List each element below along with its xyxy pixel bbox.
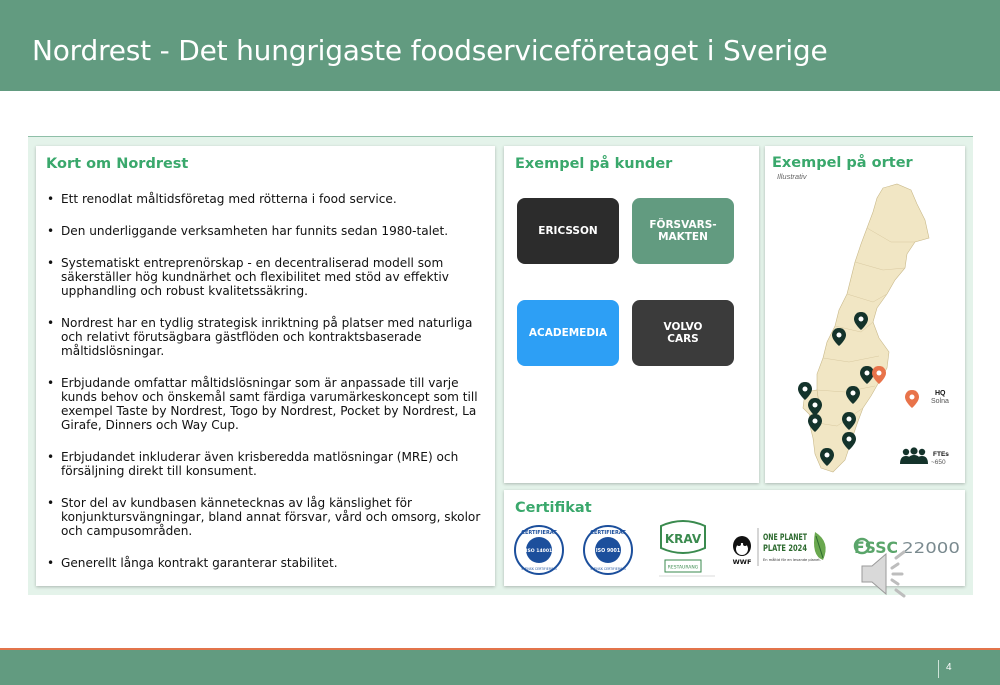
fssc-number: 22000: [902, 539, 960, 557]
places-panel: [765, 146, 965, 483]
customer-tile-forsvarsmakten: FÖRSVARS- MAKTEN: [632, 198, 734, 264]
certificates-title: Certifikat: [515, 500, 592, 516]
iso-9001-badge: [584, 526, 632, 574]
hq-label: HQ: [935, 390, 946, 397]
location-pin-icon: [820, 448, 834, 466]
iso-14001-badge: [515, 526, 563, 574]
iso-9001-top: CERTIFIERAT: [590, 530, 626, 536]
plate-line-2: PLATE 2024: [763, 544, 807, 554]
location-pin-icon: [808, 414, 822, 432]
bullet-item: • Erbjudande omfattar måltidslösningar som är anpassade till varje kunds behov och önskemål samt färdiga varumärkeskoncept som till exempel Taste by Nordrest, Togo by Nordrest, Pocket by Nordrest, La Girafe, Dinners och Way Cup.: [47, 376, 487, 432]
about-bullet-list: [47, 192, 487, 588]
fte-label: FTEs: [933, 451, 949, 458]
krav-name: KRAV: [664, 532, 702, 546]
about-panel: [36, 146, 495, 586]
illustrative-note: Illustrativ: [777, 172, 807, 181]
hq-pin-icon: [872, 366, 886, 384]
location-pin-icon: [808, 398, 822, 416]
krav-sub: RESTAURANG: [667, 565, 699, 571]
plate-line-1: ONE PLANET: [763, 533, 808, 543]
bullet-item: • Nordrest har en tydlig strategisk inriktning på platser med naturliga och relativt förutsägbara gästflöden och kontraktsbaserade måltidslösningar.: [47, 316, 487, 358]
customers-panel: [504, 146, 759, 483]
slide-footer: [0, 648, 1000, 685]
map-pins: [765, 146, 965, 483]
plate-sub: En måltid för en levande planet.: [763, 558, 821, 562]
iso-14001-label: ISO 14001: [525, 549, 553, 554]
location-pin-icon: [846, 386, 860, 404]
bullet-item: • Ett renodlat måltidsföretag med rötterna i food service.: [47, 192, 487, 206]
krav-logo: [659, 521, 715, 576]
hq-legend-pin-icon: [905, 390, 919, 408]
customer-tile-volvo-cars: VOLVO CARS: [632, 300, 734, 366]
iso-9001-bottom: SVENSK CERTIFIERING: [590, 567, 626, 571]
location-pin-icon: [860, 366, 874, 384]
location-pin-icon: [854, 312, 868, 330]
page-number: 4: [946, 662, 952, 673]
customer-tile-academedia: ACADEMEDIA: [517, 300, 619, 366]
iso-14001-bottom: SVENSK CERTIFIERING: [521, 567, 557, 571]
one-planet-plate-logo: [763, 532, 826, 562]
about-title: Kort om Nordrest: [46, 156, 189, 172]
customer-tile-ericsson: ERICSSON: [517, 198, 619, 264]
bullet-item: • Stor del av kundbasen kännetecknas av låg känslighet för konjunktursvängningar, bland annat försvar, vård och omsorg, skolor och campusområden.: [47, 496, 487, 538]
fte-value: ~650: [931, 459, 946, 466]
bullet-item: • Den underliggande verksamheten har funnits sedan 1980-talet.: [47, 224, 487, 238]
speaker-icon[interactable]: [856, 546, 918, 602]
location-pin-icon: [798, 382, 812, 400]
customers-title: Exempel på kunder: [515, 156, 673, 172]
people-icon: [900, 447, 928, 464]
bullet-item: • Systematiskt entreprenörskap - en decentraliserad modell som säkerställer hög kundnärhet och flexibilitet med stöd av effektiv upphandling och robust kvalitetssäkring.: [47, 256, 487, 298]
slide-header: [0, 0, 1000, 91]
bullet-item: • Generellt långa kontrakt garanterar stabilitet.: [47, 556, 487, 570]
iso-9001-label: ISO 9001: [595, 549, 621, 554]
wwf-panda-icon: [733, 536, 752, 566]
hq-city: Solna: [931, 398, 949, 405]
bullet-item: • Erbjudandet inkluderar även krisberedda matlösningar (MRE) och försäljning direkt till konsument.: [47, 450, 487, 478]
fssc-name: FSSC: [854, 538, 898, 557]
location-pin-icon: [842, 432, 856, 450]
places-title: Exempel på orter: [772, 155, 913, 171]
iso-14001-top: CERTIFIERAT: [521, 530, 557, 536]
slide-title: Nordrest - Det hungrigaste foodserviceföretaget i Sverige: [32, 34, 828, 67]
footer-divider: [938, 660, 939, 678]
wwf-name: WWF: [732, 558, 752, 566]
location-pin-icon: [832, 328, 846, 346]
location-pin-icon: [842, 412, 856, 430]
